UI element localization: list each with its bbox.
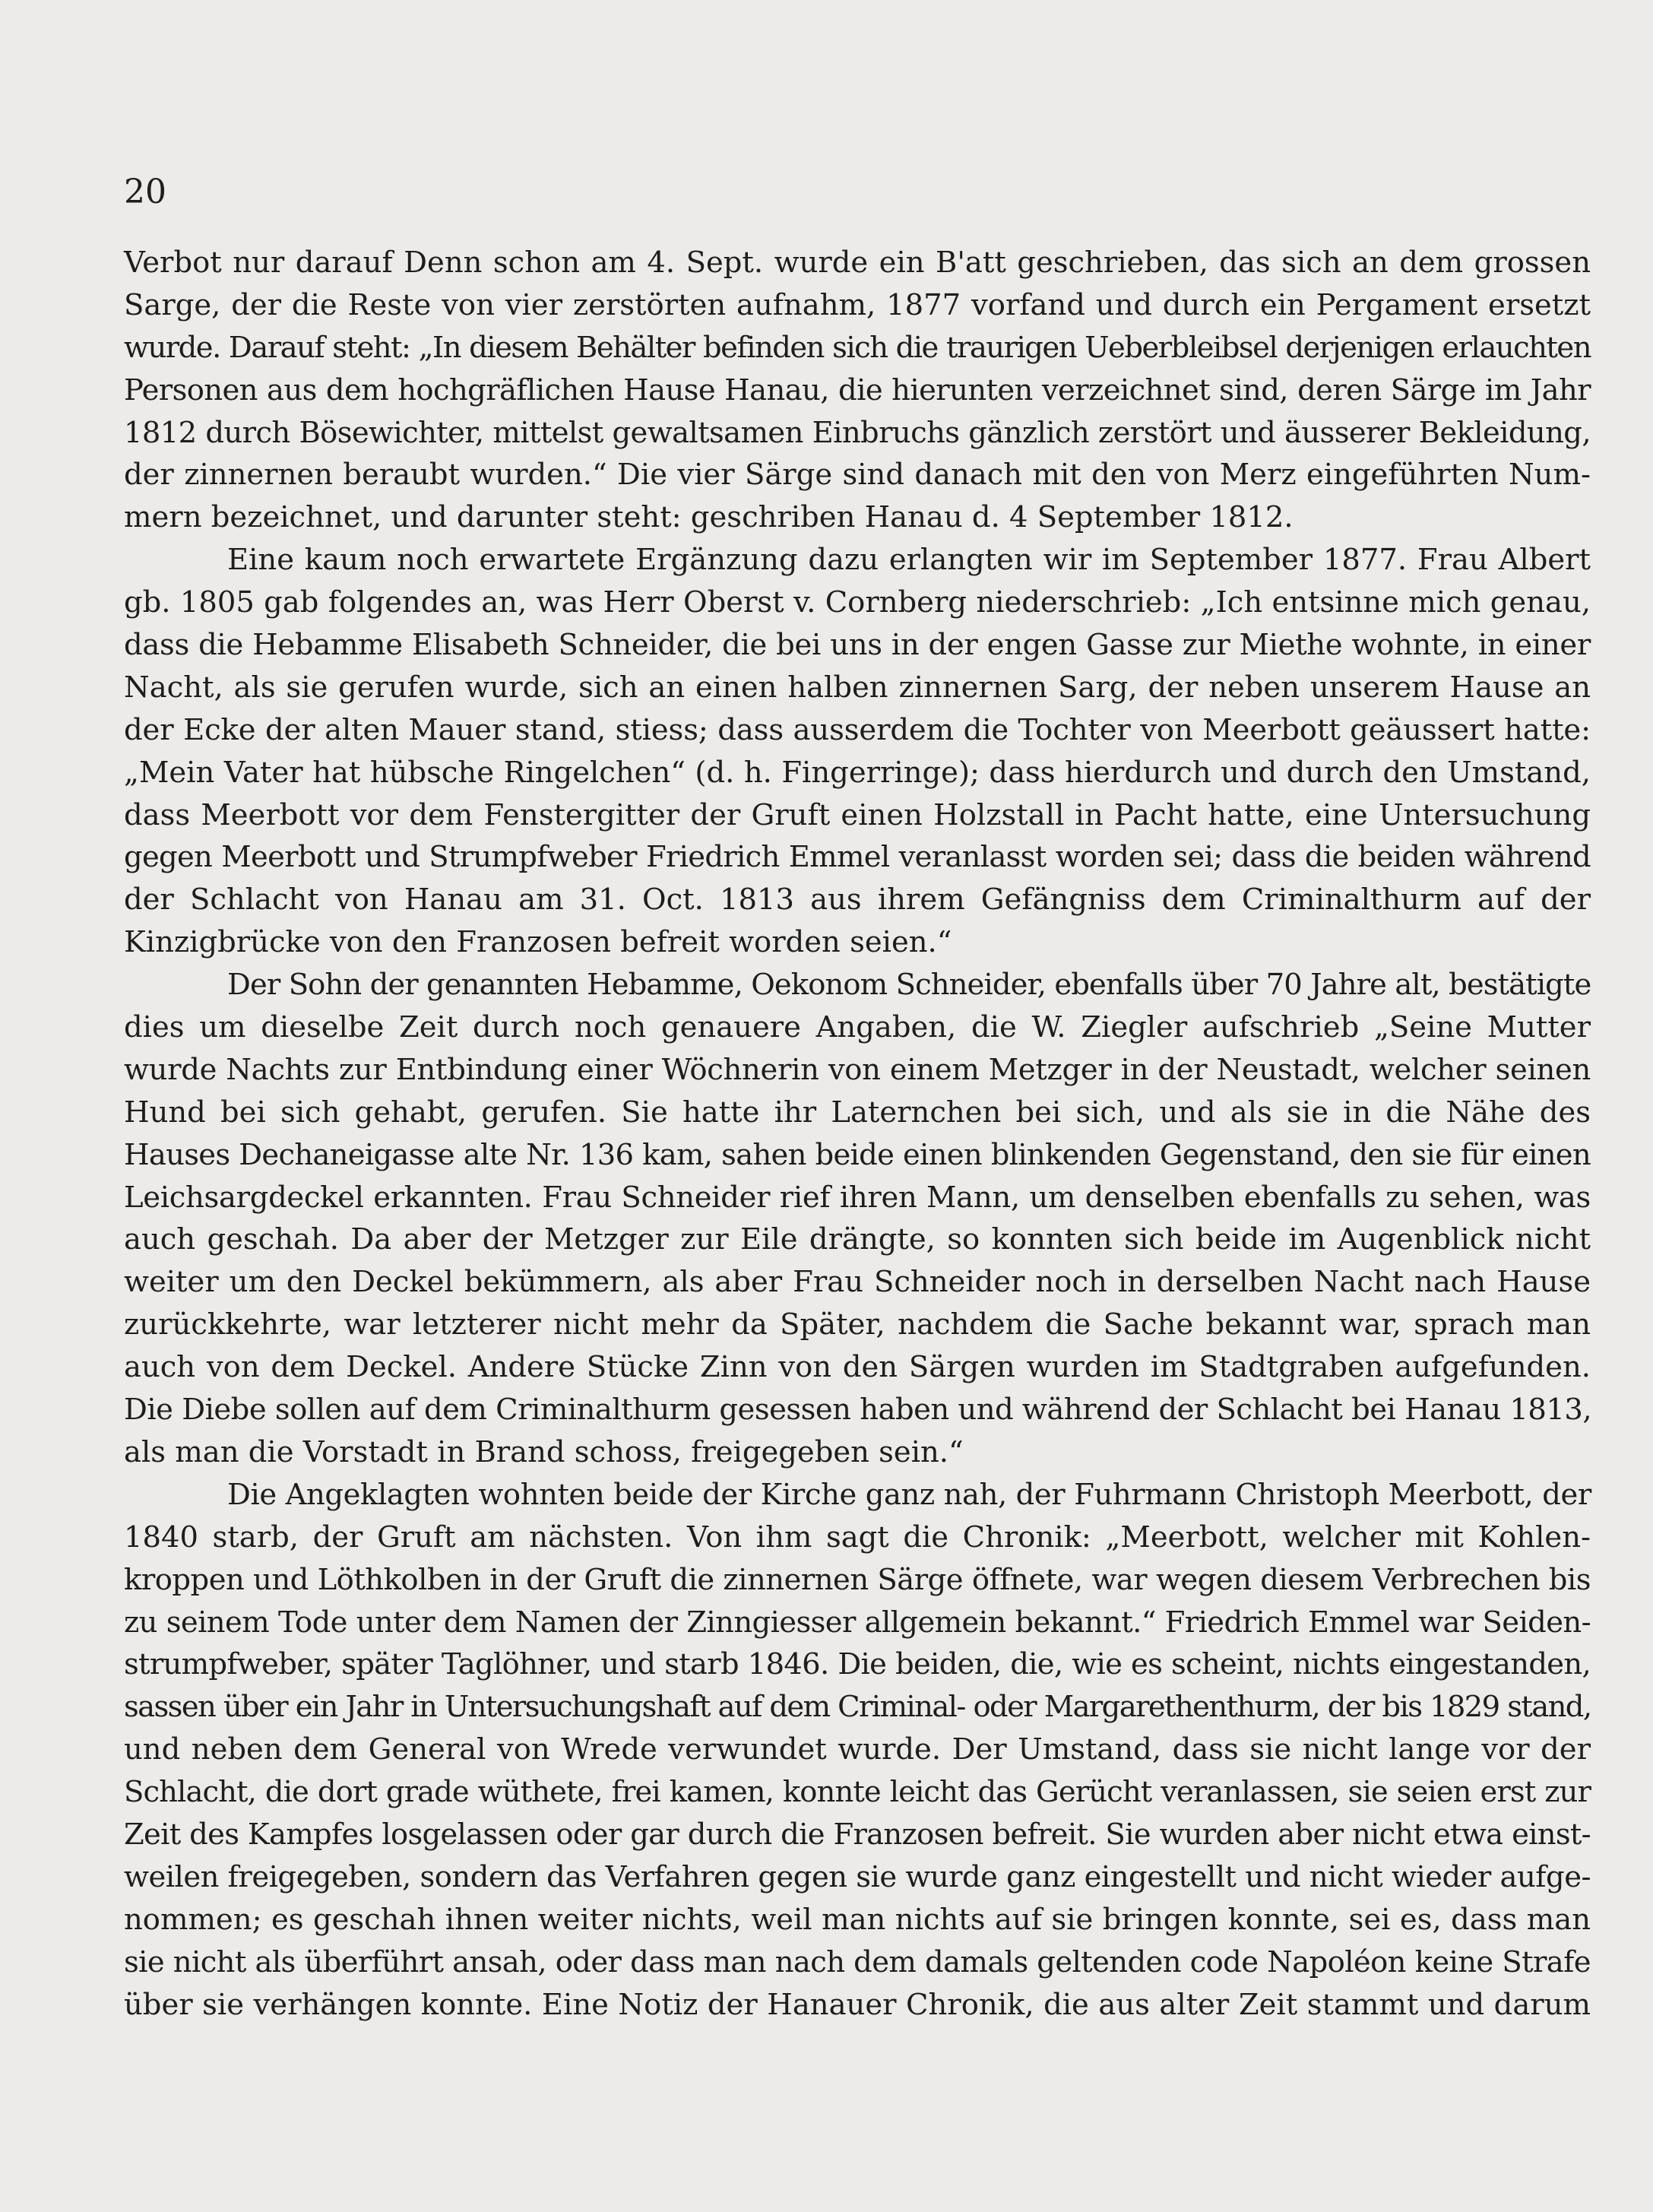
text-line: Sarge, der die Reste von vier zerstörten aufnahm, 1877 vorfand und durch ein Pergament ersetzt <box>124 287 1591 322</box>
text-line: dass Meerbott vor dem Fenstergitter der Gruft einen Holzstall in Pacht hatte, eine Untersuchung <box>124 797 1591 832</box>
text-line: Zeit des Kampfes losgelassen oder gar durch die Franzosen befreit. Sie wurden aber nicht etwa einst- <box>124 1817 1591 1852</box>
text-line: zu seinem Tode unter dem Namen der Zinngiesser allgemein bekannt.“ Friedrich Emmel war Seiden- <box>124 1605 1591 1640</box>
text-line: Eine kaum noch erwartete Ergänzung dazu erlangten wir im September 1877. Frau Albert <box>227 543 1591 578</box>
text-line: Hund bei sich gehabt, gerufen. Sie hatte ihr Laternchen bei sich, und als sie in die Nähe des <box>124 1095 1591 1130</box>
text-line: weiter um den Deckel bekümmern, als aber Frau Schneider noch in derselben Nacht nach Hause <box>124 1265 1591 1300</box>
text-line: Der Sohn der genannten Hebamme, Oekonom Schneider, ebenfalls über 70 Jahre alt, bestätigte <box>227 968 1591 1003</box>
text-line: über sie verhängen konnte. Eine Notiz der Hanauer Chronik, die aus alter Zeit stammt und darum <box>124 1987 1591 2022</box>
text-line: nommen; es geschah ihnen weiter nichts, weil man nichts auf sie bringen konnte, sei es, dass man <box>124 1902 1591 1937</box>
text-line: zurückkehrte, war letzterer nicht mehr da Später, nachdem die Sache bekannt war, sprach man <box>124 1307 1591 1342</box>
text-line: „Mein Vater hat hübsche Ringelchen“ (d. h. Fingerringe); dass hierdurch und durch den Umstand, <box>124 755 1591 790</box>
text-line: Hauses Dechaneigasse alte Nr. 136 kam, sahen beide einen blinkenden Gegenstand, den sie für einen <box>124 1137 1591 1172</box>
text-line: 1812 durch Bösewichter, mittelst gewaltsamen Einbruchs gänzlich zerstört und äusserer Bekleidung, <box>124 415 1591 450</box>
text-line: auch von dem Deckel. Andere Stücke Zinn von den Särgen wurden im Stadtgraben aufgefunden. <box>124 1350 1591 1385</box>
text-line: dass die Hebamme Elisabeth Schneider, die bei uns in der engen Gasse zur Miethe wohnte, in einer <box>124 628 1591 663</box>
text-line: Kinzigbrücke von den Franzosen befreit worden seien.“ <box>124 925 952 960</box>
text-line: gb. 1805 gab folgendes an, was Herr Oberst v. Cornberg niederschrieb: „Ich entsinne mich genau, <box>124 585 1591 620</box>
text-line: strumpfweber, später Taglöhner, und starb 1846. Die beiden, die, wie es scheint, nichts eingestanden, <box>124 1647 1591 1682</box>
text-line: kroppen und Löthkolben in der Gruft die zinnernen Särge öffnete, war wegen diesem Verbrechen bis <box>124 1562 1591 1597</box>
text-line: der zinnernen beraubt wurden.“ Die vier Särge sind danach mit den von Merz eingeführten Num- <box>124 458 1591 493</box>
text-line: Leichsargdeckel erkannten. Frau Schneider rief ihren Mann, um denselben ebenfalls zu sehen, was <box>124 1180 1591 1215</box>
text-line: Verbot nur darauf Denn schon am 4. Sept. wurde ein B'att geschrieben, das sich an dem grossen <box>124 246 1591 280</box>
text-line: mern bezeichnet, und darunter steht: geschriben Hanau d. 4 September 1812. <box>124 500 1294 535</box>
body-text <box>124 242 1591 2026</box>
text-line: sie nicht als überführt ansah, oder dass man nach dem damals geltenden code Napoléon keine Strafe <box>124 1944 1591 1979</box>
text-line: Personen aus dem hochgräflichen Hause Hanau, die hierunten verzeichnet sind, deren Särge im Jahr <box>124 372 1591 407</box>
text-line: der Ecke der alten Mauer stand, stiess; dass ausserdem die Tochter von Meerbott geäussert hatte: <box>124 712 1591 747</box>
text-line: dies um dieselbe Zeit durch noch genauere Angaben, die W. Ziegler aufschrieb „Seine Mutter <box>124 1010 1591 1045</box>
text-line: gegen Meerbott und Strumpfweber Friedrich Emmel veranlasst worden sei; dass die beiden während <box>124 840 1591 875</box>
text-line: Die Angeklagten wohnten beide der Kirche ganz nah, der Fuhrmann Christoph Meerbott, der <box>227 1477 1591 1512</box>
text-line: 1840 starb, der Gruft am nächsten. Von ihm sagt die Chronik: „Meerbott, welcher mit Kohlen- <box>124 1520 1591 1554</box>
page-number: 20 <box>124 173 166 211</box>
text-line: sassen über ein Jahr in Untersuchungshaft auf dem Criminal- oder Margarethenthurm, der bis 1829 stand, <box>124 1690 1591 1725</box>
text-line: Schlacht, die dort grade wüthete, frei kamen, konnte leicht das Gerücht veranlassen, sie seien erst zur <box>124 1775 1591 1810</box>
text-line: Die Diebe sollen auf dem Criminalthurm gesessen haben und während der Schlacht bei Hanau 1813, <box>124 1393 1592 1428</box>
text-line: wurde. Darauf steht: „In diesem Behälter befinden sich die traurigen Ueberbleibsel derjenigen erlauchten <box>124 330 1591 365</box>
text-line: und neben dem General von Wrede verwundet wurde. Der Umstand, dass sie nicht lange vor der <box>124 1732 1591 1767</box>
text-line: weilen freigegeben, sondern das Verfahren gegen sie wurde ganz eingestellt und nicht wieder aufge- <box>124 1859 1591 1894</box>
text-line: auch geschah. Da aber der Metzger zur Eile drängte, so konnten sich beide im Augenblick nicht <box>124 1222 1591 1257</box>
text-line: Nacht, als sie gerufen wurde, sich an einen halben zinnernen Sarg, der neben unserem Hause an <box>124 670 1591 705</box>
text-line: als man die Vorstadt in Brand schoss, freigegeben sein.“ <box>124 1434 964 1469</box>
text-line: wurde Nachts zur Entbindung einer Wöchnerin von einem Metzger in der Neustadt, welcher seinen <box>124 1052 1591 1087</box>
text-line: der Schlacht von Hanau am 31. Oct. 1813 aus ihrem Gefängniss dem Criminalthurm auf der <box>124 883 1591 917</box>
